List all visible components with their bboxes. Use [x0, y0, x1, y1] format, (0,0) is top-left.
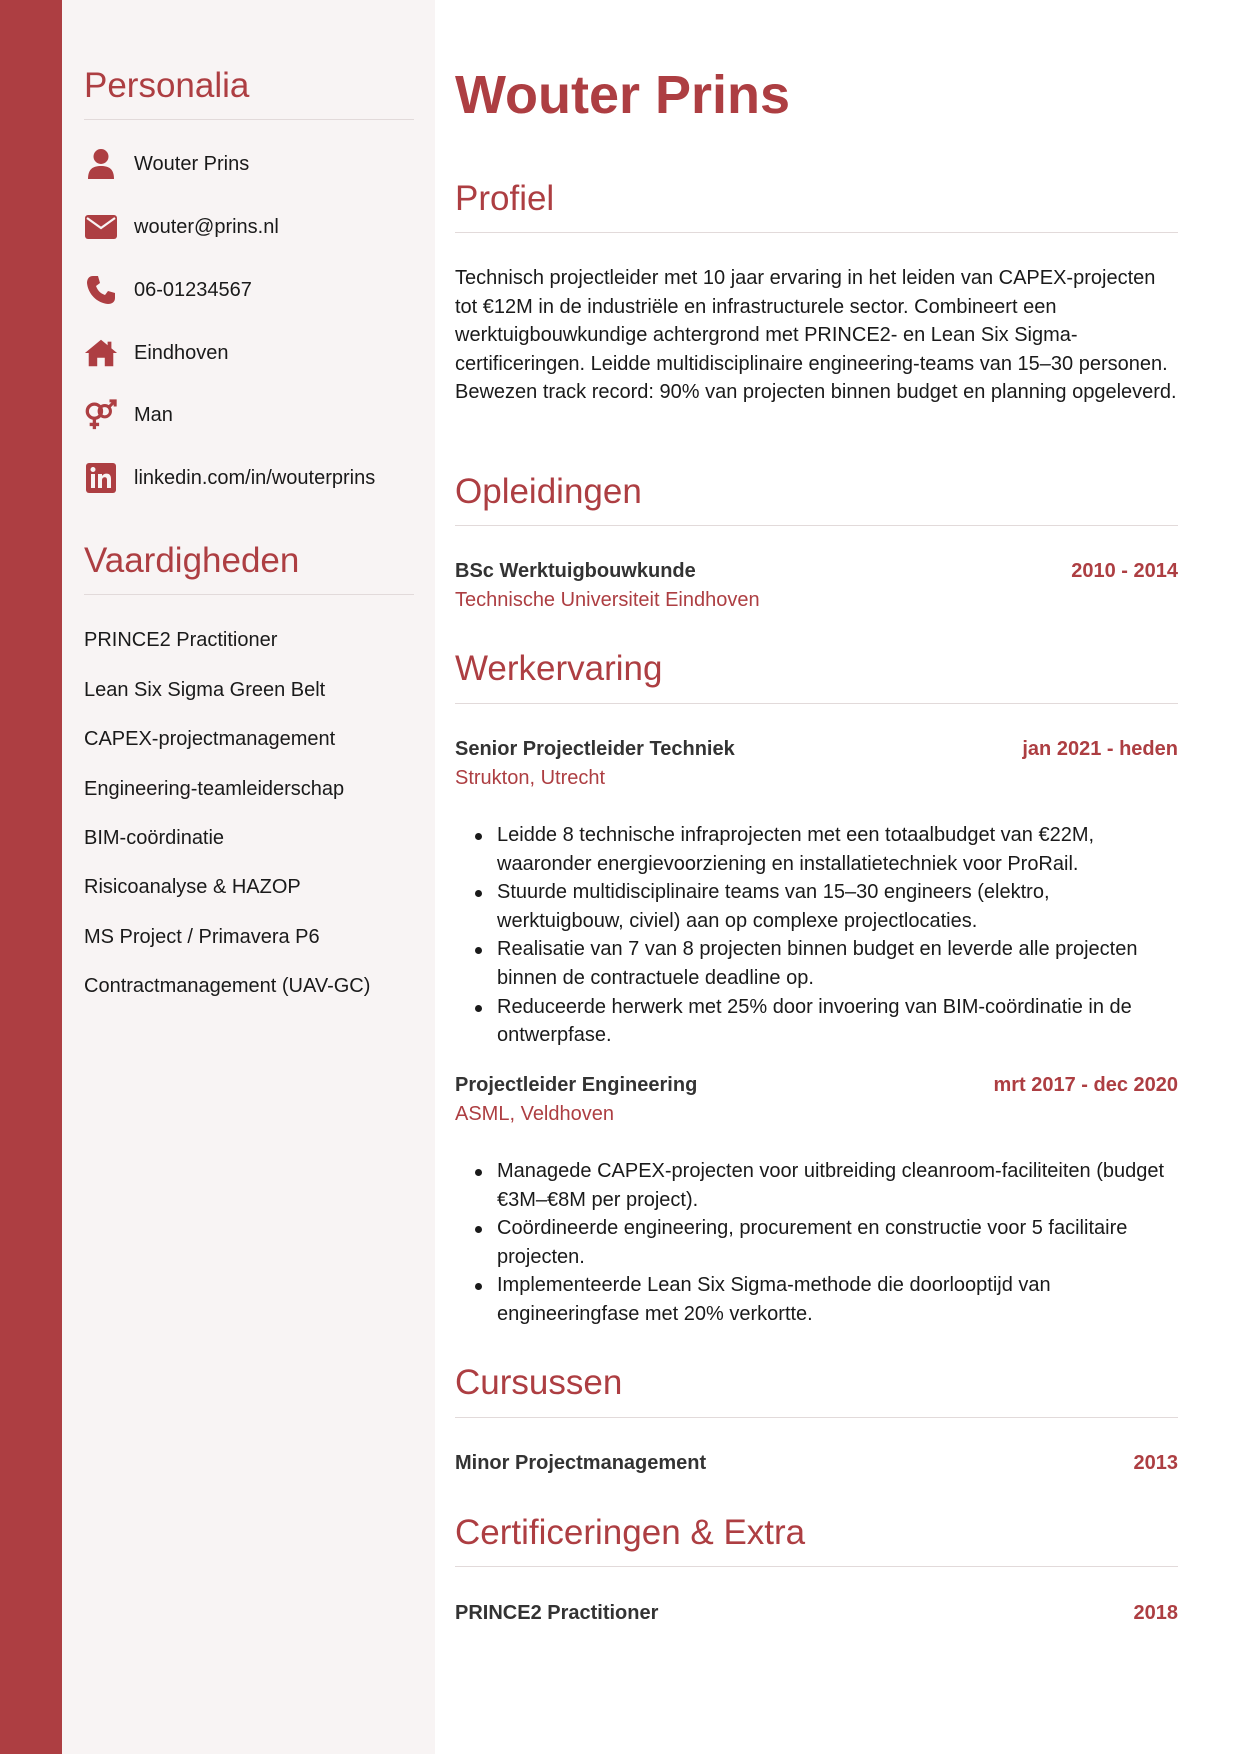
contact-name — [84, 147, 249, 181]
education-institution: Technische Universiteit Eindhoven — [455, 589, 760, 611]
job-bullet: Leidde 8 technische infraprojecten met een totaalbudget van €22M, waaronder energievoorziening en installatietechniek voor ProRail. — [497, 821, 1178, 878]
certifications-rule — [455, 1566, 1178, 1567]
certification-year: 2018 — [1133, 1602, 1178, 1624]
certifications-heading: Certificeringen & Extra — [455, 1513, 806, 1552]
profile-text: Technisch projectleider met 10 jaar ervaring in het leiden van CAPEX-projecten tot €12M in de industriële en infrastructurele sector. Combineert een werktuigbouwkundige achtergrond met PRINCE2- en Lean Six Sigma-certificeringen. Leidde multidisciplinaire engineering-teams van 15–30 personen. Bewezen track record: 90% van projecten binnen budget en planning opgeleverd. — [455, 267, 1177, 404]
profile-heading: Profiel — [455, 179, 555, 218]
skill-item: MS Project / Primavera P6 — [84, 926, 320, 948]
contact-linkedin[interactable] — [84, 461, 375, 495]
job-title: Projectleider Engineering — [455, 1074, 698, 1096]
education-rule — [455, 525, 1178, 526]
job-dates: jan 2021 - heden — [1022, 738, 1178, 760]
linkedin-icon — [84, 461, 118, 495]
profile-rule — [455, 232, 1178, 233]
main-content — [455, 0, 1178, 1754]
education-dates: 2010 - 2014 — [1071, 560, 1178, 582]
education-title: BSc Werktuigbouwkunde — [455, 560, 696, 582]
job-company: ASML, Veldhoven — [455, 1103, 614, 1125]
courses-heading: Cursussen — [455, 1363, 623, 1402]
course-year: 2013 — [1133, 1452, 1178, 1474]
skill-item: Risicoanalyse & HAZOP — [84, 876, 301, 898]
job-dates: mrt 2017 - dec 2020 — [993, 1074, 1178, 1096]
phone-icon — [84, 273, 118, 307]
certification-title: PRINCE2 Practitioner — [455, 1602, 659, 1624]
courses-rule — [455, 1417, 1178, 1418]
job-bullet: Realisatie van 7 van 8 projecten binnen budget en leverde alle projecten binnen de contractuele deadline op. — [497, 935, 1178, 992]
job-title: Senior Projectleider Techniek — [455, 738, 735, 760]
job-bullet: Coördineerde engineering, procurement en constructie voor 5 facilitaire projecten. — [497, 1214, 1178, 1271]
contact-email-text[interactable]: wouter@prins.nl — [134, 215, 279, 238]
contact-gender — [84, 398, 173, 432]
job-bullet: Reduceerde herwerk met 25% door invoering van BIM-coördinatie in de ontwerpfase. — [497, 993, 1178, 1050]
contact-name-text: Wouter Prins — [134, 152, 250, 175]
course-title: Minor Projectmanagement — [455, 1452, 707, 1474]
contact-phone-text[interactable]: 06-01234567 — [134, 278, 252, 301]
contact-gender-text: Man — [134, 403, 173, 426]
envelope-icon — [84, 210, 118, 244]
skills-rule — [84, 594, 414, 595]
personal-rule — [84, 119, 414, 120]
candidate-name: Wouter Prins — [455, 65, 791, 125]
accent-stripe — [0, 0, 62, 1754]
sidebar — [62, 0, 435, 1754]
contact-phone[interactable] — [84, 273, 252, 307]
experience-rule — [455, 703, 1178, 704]
contact-location — [84, 336, 229, 370]
skill-item: BIM-coördinatie — [84, 827, 225, 849]
education-heading: Opleidingen — [455, 472, 642, 511]
skill-item: Lean Six Sigma Green Belt — [84, 679, 326, 701]
experience-heading: Werkervaring — [455, 649, 663, 688]
skill-item: Contractmanagement (UAV-GC) — [84, 975, 371, 997]
contact-email[interactable] — [84, 210, 279, 244]
skill-item: PRINCE2 Practitioner — [84, 629, 278, 651]
job-bullet: Stuurde multidisciplinaire teams van 15–30 engineers (elektro, werktuigbouw, civiel) aan op complexe projectlocaties. — [497, 878, 1178, 935]
gender-icon — [84, 398, 118, 432]
job-bullet: Implementeerde Lean Six Sigma-methode die doorlooptijd van engineeringfase met 20% verkortte. — [497, 1271, 1178, 1328]
job-company: Strukton, Utrecht — [455, 767, 606, 789]
job-bullet: Managede CAPEX-projecten voor uitbreiding cleanroom-faciliteiten (budget €3M–€8M per project). — [497, 1157, 1178, 1214]
skill-item: CAPEX-projectmanagement — [84, 728, 336, 750]
skill-item: Engineering-teamleiderschap — [84, 778, 345, 800]
job-bullets — [455, 821, 1178, 1050]
user-icon — [84, 147, 118, 181]
job-bullets — [455, 1157, 1178, 1329]
skills-heading: Vaardigheden — [84, 541, 300, 580]
personal-heading: Personalia — [84, 66, 250, 105]
contact-linkedin-text[interactable]: linkedin.com/in/wouterprins — [134, 466, 376, 489]
home-icon — [84, 336, 118, 370]
contact-location-text: Eindhoven — [134, 341, 229, 364]
